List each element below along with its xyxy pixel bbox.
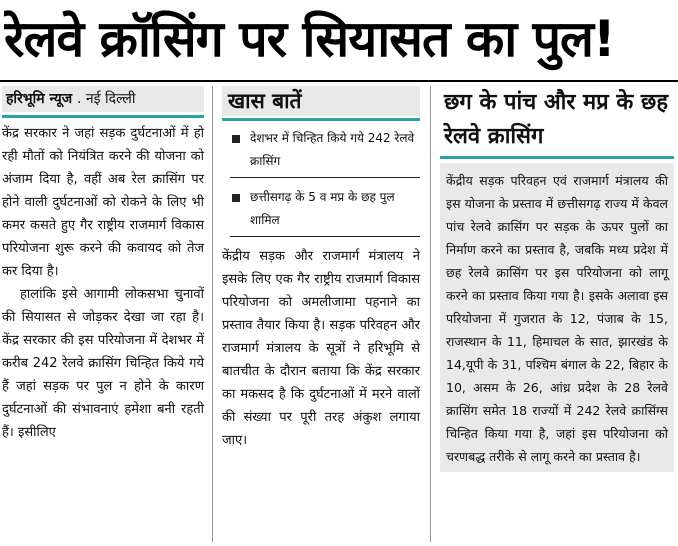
column-separator (212, 86, 213, 542)
article-body-col2 (222, 245, 420, 452)
column-2 (222, 86, 420, 452)
highlight-text: छत्तीसगढ़ के 5 व मप्र के छह पुल शामिल (250, 190, 395, 227)
highlight-text: देशभर में चिन्हित किये गये 242 रेलवे क्रासिंग (250, 131, 415, 168)
headline: रेलवे क्रॉसिंग पर सियासत का पुल! (4, 10, 615, 68)
byline-source: हरिभूमि न्यूज (6, 91, 73, 107)
article-body-col1 (2, 122, 204, 444)
sidebar-rule (440, 156, 674, 159)
paragraph: केंद्रीय सड़क और राजमार्ग मंत्रालय ने इसके लिए एक गैर राष्ट्रीय राजमार्ग विकास परियोजना को अमलीजामा पहनाने का प्रस्ताव तैयार किया है। सड़क परिवहन और राजमार्ग मंत्रालय के सूत्रों ने हरिभूमि से बातचीत के दौरान बताया कि केंद्र सरकार का मकसद है कि दुर्घटनाओं में मरने वालों की संख्या पर पूरी तरह अंकुश लगाया जाए। (222, 249, 420, 448)
byline-place: . नई दिल्ली (77, 91, 136, 107)
sidebar-heading: छग के पांच और मप्र के छह रेलवे क्रासिंग (444, 90, 669, 149)
paragraph: हालांकि इसे आगामी लोकसभा चुनावों की सियासत से जोड़कर देखा जा रहा है। केंद्र सरकार की इस परियोजना में देशभर में करीब 242 रेलवे क्रासिंग चिन्हित किये गये हैं जहां सड़क पर पुल न होने के कारण दुर्घटनाओं की संभावनाएं हमेशा बनी रहती हैं। इसीलिए (2, 287, 204, 440)
highlights-rule (222, 118, 420, 121)
byline (2, 86, 204, 112)
square-bullet-icon (232, 194, 240, 202)
highlights-list (222, 127, 420, 237)
highlight-item (230, 186, 420, 237)
byline-rule (2, 115, 204, 118)
headline-rule (0, 80, 678, 82)
column-3 (440, 86, 674, 472)
paragraph: केंद्र सरकार ने जहां सड़क दुर्घटनाओं में हो रही मौतों को नियंत्रित करने की योजना को अंजाम दिया है, वहीं अब रेल क्रासिंग पर होने वाली दुर्घटनाओं को रोकने के लिए भी कमर कसते हुए गैर राष्ट्रीय राजमार्ग विकास परियोजना शुरू करने की कवायद को तेज कर दिया है। (2, 126, 204, 279)
square-bullet-icon (232, 135, 240, 143)
sidebar-body: केंद्रीय सड़क परिवहन एवं राजमार्ग मंत्रालय की इस योजना के प्रस्ताव में छत्तीसगढ़ राज्य में केवल पांच रेलवे क्रासिंग पर सड़क के ऊपर पुलों का निर्माण करने का प्रस्ताव है, जबकि मध्य प्रदेश में छह रेलवे क्रासिंग पर इस परियोजना को लागू करने का प्रस्ताव किया गया है। इसके अलावा इस परियोजना में गुजरात के 12, पंजाब के 15, राजस्थान के 11, हिमाचल के सात, झारखंड के 14,यूपी के 31, पश्चिम बंगाल के 22, बिहार के 10, असम के 26, आंध्र प्रदेश के 28 रेलवे क्रासिंग समेत 18 राज्यों में 242 रेलवे क्रासिंग्स चिन्हित किया गया है, जहां इस परियोजना को चरणबद्ध तरीके से लागू करने का प्रस्ताव है। (440, 163, 674, 472)
highlights-title: खास बातें (222, 86, 420, 116)
column-1 (2, 86, 204, 444)
column-separator (430, 86, 431, 542)
highlight-item (230, 127, 420, 178)
